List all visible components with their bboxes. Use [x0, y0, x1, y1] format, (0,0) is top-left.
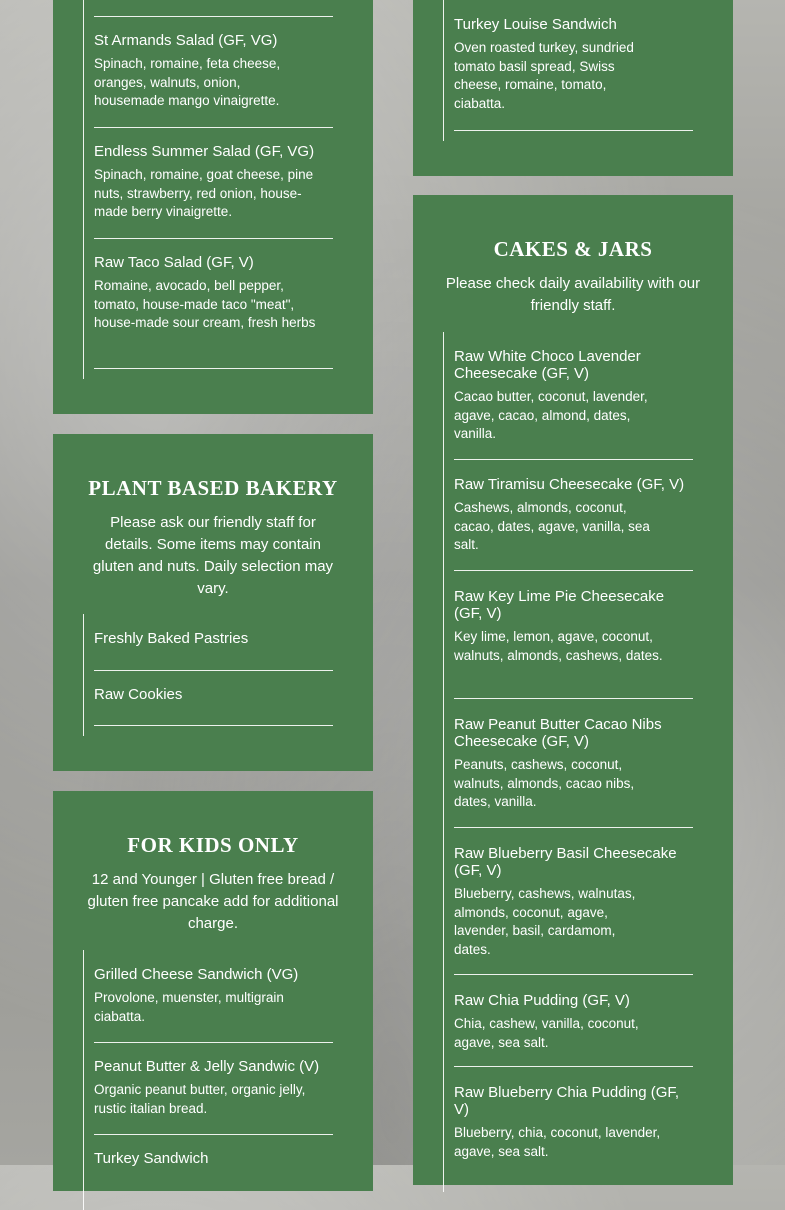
item-name: Raw White Choco Lavender Cheesecake (GF, V): [454, 348, 641, 382]
item-description: Blueberry, chia, coconut, lavender, agave, sea salt.: [454, 1125, 661, 1159]
item-description: Cashews, almonds, coconut, cacao, dates, agave, vanilla, sea salt.: [454, 500, 650, 553]
item-separator: [454, 570, 693, 571]
menu-item[interactable]: [454, 1084, 693, 1161]
item-separator: [94, 670, 333, 671]
item-separator: [94, 127, 333, 128]
item-separator: [94, 238, 333, 239]
item-description: Spinach, romaine, goat cheese, pine nuts, strawberry, red onion, house-made berry vinaigrette.: [94, 167, 314, 220]
bakery-section: [53, 434, 373, 771]
menu-item[interactable]: [94, 1058, 333, 1118]
item-separator: [454, 459, 693, 460]
item-description: Chia, cashew, vanilla, coconut, agave, sea salt.: [454, 1016, 639, 1050]
menu-item[interactable]: [454, 476, 693, 555]
item-name: Raw Blueberry Basil Cheesecake (GF, V): [454, 845, 677, 879]
item-separator: [454, 974, 693, 975]
menu-item[interactable]: [454, 588, 693, 665]
menu-item[interactable]: [94, 686, 333, 703]
cakes-list: [443, 332, 693, 1192]
item-name: Freshly Baked Pastries: [94, 630, 249, 647]
item-name: Raw Taco Salad (GF, V): [94, 254, 254, 271]
section-title: FOR KIDS ONLY: [127, 833, 299, 857]
item-name: Peanut Butter & Jelly Sandwic (V): [94, 1058, 320, 1075]
item-description: Spinach, romaine, feta cheese, oranges, walnuts, onion, housemade mango vinaigrette.: [94, 56, 281, 109]
menu-item[interactable]: [454, 716, 693, 812]
menu-item[interactable]: [454, 348, 693, 444]
cakes-section: [413, 195, 733, 1185]
menu-item[interactable]: [454, 16, 693, 114]
item-separator: [94, 1134, 333, 1135]
item-description: Blueberry, cashews, walnutas, almonds, coconut, agave, lavender, basil, cardamom, dates.: [454, 886, 636, 958]
item-description: Peanuts, cashews, coconut, walnuts, almonds, cacao nibs, dates, vanilla.: [454, 757, 635, 810]
item-name: Raw Tiramisu Cheesecake (GF, V): [454, 476, 685, 493]
section-title: CAKES & JARS: [493, 237, 653, 261]
item-description: Cacao butter, coconut, lavender, agave, cacao, almond, dates, vanilla.: [454, 389, 648, 442]
section-note: Please ask our friendly staff for details. Some items may contain gluten and nuts. Daily selection may vary.: [92, 514, 334, 597]
item-separator: [94, 16, 333, 17]
menu-item[interactable]: [94, 966, 333, 1026]
item-name: St Armands Salad (GF, VG): [94, 32, 278, 49]
item-name: Raw Key Lime Pie Cheesecake (GF, V): [454, 588, 665, 622]
item-description: Organic peanut butter, organic jelly, rustic italian bread.: [94, 1082, 306, 1116]
item-name: Turkey Louise Sandwich: [454, 16, 617, 33]
item-name: Raw Blueberry Chia Pudding (GF, V): [454, 1084, 680, 1118]
menu-item[interactable]: [94, 32, 333, 111]
kids-list: [83, 950, 333, 1210]
salads-section: [53, 0, 373, 414]
section-note: 12 and Younger | Gluten free bread / gluten free pancake add for additional charge.: [87, 871, 339, 932]
section-title: PLANT BASED BAKERY: [88, 476, 338, 500]
salads-list: [83, 0, 333, 379]
bakery-list: [83, 614, 333, 736]
item-description: Provolone, muenster, multigrain ciabatta.: [94, 990, 284, 1024]
item-separator: [454, 1066, 693, 1067]
menu-item[interactable]: [94, 254, 333, 333]
item-name: Raw Chia Pudding (GF, V): [454, 992, 630, 1009]
sandwiches-section: [413, 0, 733, 176]
item-separator: [94, 1042, 333, 1043]
kids-section: [53, 791, 373, 1191]
item-separator: [94, 725, 333, 726]
menu-item[interactable]: [454, 845, 693, 960]
item-name: Grilled Cheese Sandwich (VG): [94, 966, 299, 983]
item-description: Key lime, lemon, agave, coconut, walnuts, almonds, cashews, dates.: [454, 629, 663, 663]
item-description: Romaine, avocado, bell pepper, tomato, house-made taco "meat", house-made sour cream, fresh herbs: [94, 278, 316, 331]
item-description: Oven roasted turkey, sundried tomato basil spread, Swiss cheese, romaine, tomato, ciabatta.: [454, 40, 634, 112]
menu-item[interactable]: [94, 143, 333, 222]
menu-item[interactable]: [94, 1150, 333, 1167]
item-separator: [94, 368, 333, 369]
item-name: Raw Cookies: [94, 686, 183, 703]
section-note: Please check daily availability with our friendly staff.: [445, 275, 701, 314]
item-name: Endless Summer Salad (GF, VG): [94, 143, 315, 160]
item-separator: [454, 827, 693, 828]
item-name: Turkey Sandwich: [94, 1150, 209, 1167]
item-name: Raw Peanut Butter Cacao Nibs Cheesecake (GF, V): [454, 716, 662, 750]
item-separator: [454, 698, 693, 699]
menu-item[interactable]: [94, 630, 333, 647]
item-separator: [454, 130, 693, 131]
sandwiches-list: [443, 0, 693, 141]
menu-item[interactable]: [454, 992, 693, 1052]
